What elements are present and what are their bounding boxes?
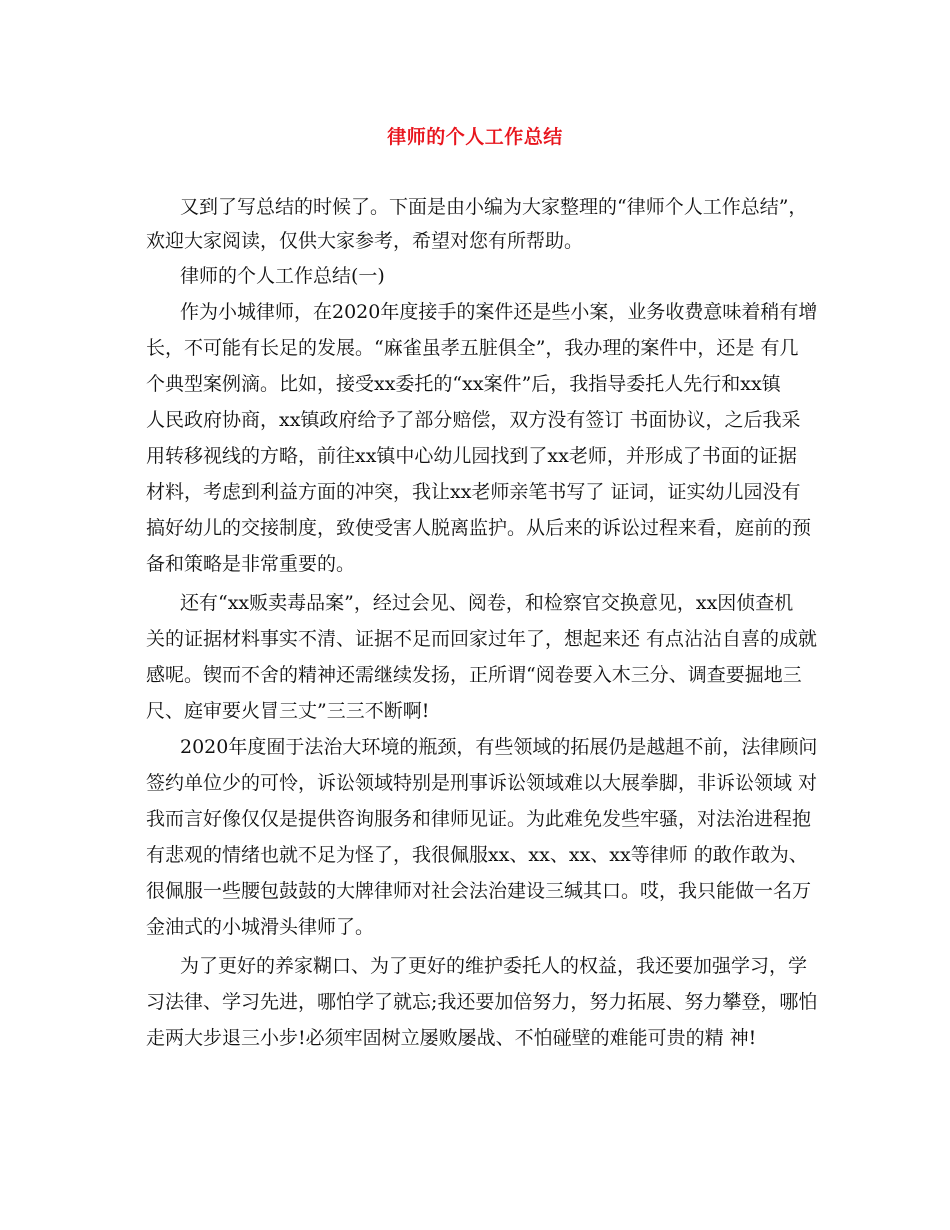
paragraph-line: 尺、庭审要火冒三丈”三三不断啊! xyxy=(146,700,430,722)
paragraph-line: 欢迎大家阅读，仅供大家参考，希望对您有所帮助。 xyxy=(146,230,584,252)
paragraph-line: 搞好幼儿的交接制度，致使受害人脱离监护。从后来的诉讼过程来看，庭前的预 xyxy=(146,517,812,539)
paragraph-line: 关的证据材料事实不清、证据不足而回家过年了，想起来还 有点沾沾自喜的成就 xyxy=(146,628,818,650)
section-heading: 律师的个人工作总结(一) xyxy=(180,265,385,287)
paragraph-line: 签约单位少的可怜，诉讼领域特别是刑事诉讼领域难以大展拳脚，非诉讼领域 对 xyxy=(146,772,818,794)
paragraph-line: 用转移视线的方略，前往xx镇中心幼儿园找到了xx老师，并形成了书面的证据 xyxy=(146,445,797,467)
paragraph-line: 还有“xx贩卖毒品案”，经过会见、阅卷，和检察官交换意见，xx因侦查机 xyxy=(180,592,794,614)
paragraph-line: 作为小城律师，在2020年度接手的案件还是些小案，业务收费意味着稍有增 xyxy=(180,301,818,323)
paragraph-line: 长，不可能有长足的发展。“麻雀虽孝五脏俱全”，我办理的案件中，还是 有几 xyxy=(146,337,799,359)
paragraph-line: 材料，考虑到利益方面的冲突，我让xx老师亲笔书写了 证词，证实幼儿园没有 xyxy=(146,481,801,503)
paragraph-line: 我而言好像仅仅是提供咨询服务和律师见证。为此难免发些牢骚，对法治进程抱 xyxy=(146,808,812,830)
paragraph-line: 感呢。锲而不舍的精神还需继续发扬，正所谓“阅卷要入木三分、调查要掘地三 xyxy=(146,664,802,686)
paragraph-line: 备和策略是非常重要的。 xyxy=(146,553,356,575)
paragraph-line: 有悲观的情绪也就不足为怪了，我很佩服xx、xx、xx、xx等律师 的敢作敢为、 xyxy=(146,844,808,866)
paragraph-line: 习法律、学习先进，哪怕学了就忘;我还要加倍努力，努力拓展、努力攀登，哪怕 xyxy=(146,991,818,1013)
paragraph-line: 个典型案例滴。比如，接受xx委托的“xx案件”后，我指导委托人先行和xx镇 xyxy=(146,373,781,395)
paragraph-line: 又到了写总结的时候了。下面是由小编为大家整理的“律师个人工作总结”， xyxy=(180,196,808,218)
paragraph-line: 为了更好的养家糊口、为了更好的维护委托人的权益，我还要加强学习，学 xyxy=(180,955,808,977)
paragraph-line: 2020年度囿于法治大环境的瓶颈，有些领域的拓展仍是越趄不前，法律顾问 xyxy=(180,736,818,758)
paragraph-line: 很佩服一些腰包鼓鼓的大牌律师对社会法治建设三缄其口。哎，我只能做一名万 xyxy=(146,880,812,902)
document-title: 律师的个人工作总结 xyxy=(387,126,563,148)
paragraph-line: 金油式的小城滑头律师了。 xyxy=(146,916,375,938)
paragraph-line: 走两大步退三小步!必须牢固树立屡败屡战、不怕碰壁的难能可贵的精 神! xyxy=(146,1027,757,1049)
paragraph-line: 人民政府协商，xx镇政府给予了部分赔偿，双方没有签订 书面协议，之后我采 xyxy=(146,409,801,431)
